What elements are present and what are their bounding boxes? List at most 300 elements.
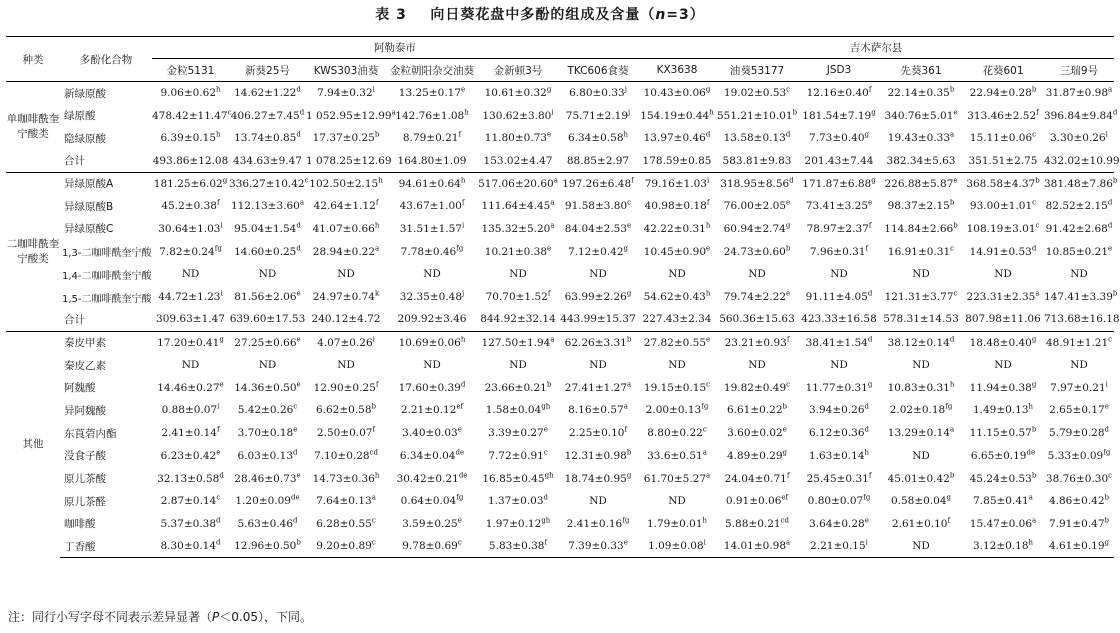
value-cell	[229, 354, 306, 377]
significance-letter: c	[702, 425, 707, 434]
table-row	[6, 467, 1114, 490]
value-cell	[478, 150, 558, 173]
value-cell	[229, 150, 306, 173]
significance-letter: j	[628, 108, 631, 117]
significance-letter: e	[461, 85, 466, 94]
significance-letter: k	[375, 289, 380, 298]
value-cell	[306, 331, 386, 354]
value-cell	[306, 513, 386, 536]
table-row	[6, 445, 1114, 468]
table-row	[6, 195, 1114, 218]
value-text: 3.30±0.26	[1050, 132, 1106, 145]
compound-name: 1,4-二咖啡酰奎宁酸	[62, 270, 152, 282]
significance-letter: fg	[863, 493, 871, 502]
value-cell	[798, 82, 880, 105]
value-text: 112.13±3.60	[230, 200, 300, 213]
value-cell	[152, 240, 229, 263]
header-cultivar: TKC606食葵	[558, 59, 638, 82]
value-cell	[716, 376, 798, 399]
value-cell	[962, 286, 1044, 309]
value-text: 6.39±0.15	[160, 132, 217, 145]
significance-letter: i	[1105, 380, 1108, 389]
significance-letter: f	[868, 85, 872, 94]
value-text: 6.12±0.36	[808, 427, 865, 440]
value-cell	[638, 376, 716, 399]
value-cell	[1044, 195, 1114, 218]
value-text: 12.16±0.40	[806, 87, 869, 100]
value-cell	[1044, 104, 1118, 127]
significance-letter: g	[946, 493, 952, 502]
value-text: 7.96±0.31	[809, 245, 866, 258]
value-cell	[306, 354, 386, 377]
value-text: ND	[509, 268, 527, 281]
value-text: 4.07±0.26	[317, 336, 373, 349]
value-cell	[962, 172, 1044, 195]
significance-letter: i	[1105, 130, 1108, 139]
value-cell	[386, 127, 478, 150]
value-cell	[306, 422, 386, 445]
significance-letter: a	[702, 448, 707, 457]
value-text: 27.82±0.55	[643, 336, 707, 349]
significance-letter: e	[782, 425, 787, 434]
significance-letter: gh	[541, 516, 551, 525]
table-row	[6, 399, 1114, 422]
value-text: 76.00±2.05	[723, 200, 787, 213]
significance-letter: e	[457, 516, 462, 525]
value-text: 44.72±1.23	[158, 291, 221, 304]
caption-text: 向日葵花盘中多酚的组成及含量（	[430, 7, 656, 23]
value-cell	[306, 467, 386, 490]
value-cell	[152, 376, 229, 399]
value-cell	[638, 308, 716, 331]
significance-letter: b	[374, 130, 380, 139]
value-cell	[716, 422, 798, 445]
value-cell	[716, 82, 798, 105]
value-text: 171.87±6.88	[802, 177, 872, 190]
table-row	[6, 286, 1114, 309]
value-text: 2.61±0.10	[891, 517, 948, 530]
value-cell	[152, 490, 229, 513]
significance-letter: d	[216, 538, 221, 547]
significance-letter: a	[391, 108, 396, 117]
significance-letter: fg	[701, 402, 709, 411]
value-cell	[798, 490, 880, 513]
value-text: 30.42±0.21	[396, 472, 459, 485]
value-cell	[386, 445, 478, 468]
value-cell	[638, 240, 716, 263]
value-cell	[962, 331, 1044, 354]
significance-letter: g	[219, 335, 224, 344]
significance-letter: c	[1108, 335, 1113, 344]
value-cell	[229, 218, 306, 241]
significance-letter: d	[543, 493, 549, 502]
significance-letter: c	[786, 85, 791, 94]
compound-name: 异绿原酸A	[64, 178, 114, 191]
value-cell	[558, 422, 638, 445]
value-cell	[229, 422, 306, 445]
value-cell	[152, 195, 229, 218]
value-text: 493.86±12.08	[152, 154, 229, 167]
value-text: 88.85±2.97	[566, 154, 630, 167]
value-text: 81.56±2.06	[234, 291, 297, 304]
value-text: 27.41±1.27	[564, 381, 628, 394]
compound-name: 东莨菪内酯	[64, 427, 117, 440]
value-text: 8.16±0.57	[568, 404, 624, 417]
value-cell	[152, 513, 229, 536]
value-text: 0.80±0.07	[807, 495, 864, 508]
significance-letter: h	[709, 108, 714, 117]
value-cell	[306, 308, 386, 331]
significance-letter: b	[626, 448, 632, 457]
compound-name: 异阿魏酸	[64, 404, 106, 417]
value-cell	[306, 263, 386, 286]
value-cell	[962, 263, 1044, 286]
value-text: 3.70±0.18	[237, 427, 294, 440]
value-cell	[478, 218, 558, 241]
value-cell	[386, 286, 478, 309]
value-cell	[716, 535, 798, 558]
value-cell	[716, 331, 798, 354]
value-text: 432.02±10.99	[1044, 154, 1120, 167]
value-cell	[880, 308, 962, 331]
significance-letter: b	[626, 335, 632, 344]
table-caption	[0, 4, 1080, 24]
significance-letter: b	[1112, 176, 1118, 185]
value-cell	[638, 535, 716, 558]
value-text: 7.73±0.40	[808, 132, 865, 145]
value-text: 181.54±7.19	[802, 109, 872, 122]
significance-letter: b	[1031, 425, 1037, 434]
value-cell	[478, 308, 558, 331]
value-text: 91.58±3.80	[564, 200, 628, 213]
value-text: 8.79±0.21	[402, 132, 459, 145]
significance-letter: e	[706, 335, 711, 344]
value-cell	[962, 535, 1044, 558]
significance-letter: g	[871, 176, 876, 185]
significance-letter: d	[296, 244, 301, 253]
value-text: 844.92±32.14	[480, 313, 556, 326]
value-cell	[152, 263, 229, 286]
significance-letter: h	[623, 130, 629, 139]
value-cell	[478, 513, 558, 536]
value-text: 6.80±0.33	[569, 87, 625, 100]
value-cell	[478, 82, 558, 105]
value-text: 1.58±0.04	[485, 404, 542, 417]
value-text: ND	[748, 268, 766, 281]
compound-name: 合计	[60, 150, 152, 173]
value-text: 4.86±0.42	[1048, 495, 1105, 508]
value-cell	[1044, 127, 1114, 150]
value-cell	[558, 445, 638, 468]
value-text: 7.78±0.46	[400, 245, 457, 258]
compound-name: 1,5-二咖啡酰奎宁酸	[62, 293, 152, 305]
value-text: 10.45±0.90	[643, 245, 707, 258]
value-cell	[962, 490, 1044, 513]
value-cell	[229, 376, 306, 399]
value-cell	[716, 127, 798, 150]
value-cell	[798, 195, 880, 218]
significance-letter: c	[227, 108, 232, 117]
value-text: ND	[589, 268, 607, 281]
value-text: 22.14±0.35	[887, 87, 950, 100]
value-cell	[229, 286, 306, 309]
value-text: 3.39±0.27	[488, 427, 544, 440]
value-text: 82.52±2.15	[1045, 200, 1108, 213]
value-text: 1.97±0.12	[485, 517, 542, 530]
value-cell	[478, 104, 558, 127]
value-cell	[306, 490, 386, 513]
value-text: 98.37±2.15	[887, 200, 950, 213]
value-cell	[229, 445, 306, 468]
significance-letter: i	[220, 289, 223, 298]
value-text: 19.02±0.53	[723, 87, 787, 100]
value-cell	[152, 104, 232, 127]
significance-letter: fg	[622, 516, 630, 525]
value-text: 240.12±4.72	[311, 313, 381, 326]
compound-name: 原儿茶酸	[64, 473, 106, 486]
value-text: 45.24±0.53	[969, 472, 1032, 485]
value-text: ND	[994, 268, 1012, 281]
value-cell	[798, 354, 880, 377]
value-cell	[880, 399, 962, 422]
significance-letter: c	[543, 448, 548, 457]
value-text: 2.41±0.16	[566, 517, 623, 530]
value-cell	[386, 240, 478, 263]
significance-letter: d	[219, 471, 224, 480]
value-cell	[478, 240, 558, 263]
value-text: 351.51±2.75	[968, 154, 1038, 167]
significance-letter: a	[1032, 516, 1037, 525]
value-text: 24.73±0.60	[723, 245, 786, 258]
value-text: 24.04±0.71	[724, 472, 787, 485]
value-cell	[229, 535, 306, 558]
header-cultivar: 油葵53177	[716, 59, 798, 82]
value-cell	[962, 240, 1044, 263]
significance-letter: f	[868, 221, 872, 230]
value-cell	[152, 331, 229, 354]
value-text: ND	[1070, 268, 1088, 281]
value-text: 201.43±7.44	[804, 154, 874, 167]
significance-letter: a	[627, 380, 632, 389]
value-text: 38.12±0.14	[887, 336, 950, 349]
value-text: 1.37±0.03	[487, 495, 544, 508]
value-text: ND	[830, 268, 848, 281]
significance-letter: e	[543, 425, 548, 434]
value-cell	[478, 376, 558, 399]
significance-letter: h	[1028, 538, 1034, 547]
value-cell	[386, 399, 478, 422]
value-text: 19.15±0.15	[643, 381, 707, 394]
significance-letter: c	[953, 289, 958, 298]
significance-letter: e	[216, 448, 221, 457]
value-text: 1 078.25±12.69	[306, 154, 392, 167]
value-text: ND	[509, 359, 527, 372]
significance-letter: d	[296, 85, 301, 94]
significance-letter: ef	[456, 402, 464, 411]
compound-name: 阿魏酸	[64, 382, 96, 395]
value-cell	[638, 513, 716, 536]
value-text: 111.64±4.45	[481, 200, 551, 213]
value-cell	[962, 513, 1044, 536]
header-category: 种类	[6, 37, 60, 82]
significance-letter: b	[296, 538, 301, 547]
significance-letter: f	[786, 471, 790, 480]
significance-letter: e	[1104, 402, 1109, 411]
value-cell	[880, 286, 962, 309]
value-cell	[558, 195, 638, 218]
significance-letter: de	[290, 493, 300, 502]
significance-letter: g	[867, 380, 873, 389]
significance-letter: f	[631, 176, 634, 185]
header-compound: 多酚化合物	[60, 37, 152, 82]
value-cell	[962, 195, 1044, 218]
compound-name: 1,3-二咖啡酰奎宁酸	[62, 248, 152, 260]
significance-letter: c	[293, 402, 298, 411]
value-cell	[880, 467, 962, 490]
value-cell	[716, 104, 798, 127]
significance-letter: g	[1031, 380, 1037, 389]
significance-letter: h	[1028, 402, 1034, 411]
value-cell	[798, 467, 880, 490]
significance-letter: c	[1032, 130, 1037, 139]
value-text: 33.6±0.51	[647, 449, 703, 462]
value-cell	[306, 150, 392, 173]
value-cell	[386, 422, 478, 445]
value-cell	[1044, 308, 1120, 331]
header-cultivar: 金新顿3号	[478, 59, 558, 82]
value-text: 6.23±0.42	[160, 449, 217, 462]
value-text: 807.98±11.06	[965, 313, 1041, 326]
significance-letter: d	[293, 448, 298, 457]
value-text: 13.29±0.14	[887, 427, 951, 440]
note-p: P	[212, 610, 220, 624]
value-text: ND	[912, 359, 930, 372]
value-text: 25.45±0.31	[806, 472, 869, 485]
value-text: 6.03±0.13	[237, 449, 294, 462]
value-text: ND	[830, 359, 848, 372]
value-cell	[716, 445, 798, 468]
significance-letter: c	[627, 198, 632, 207]
value-cell	[1044, 82, 1114, 105]
value-cell	[880, 513, 962, 536]
significance-letter: d	[789, 176, 794, 185]
significance-letter: c	[1032, 198, 1037, 207]
value-text: 7.82±0.24	[159, 245, 215, 258]
significance-letter: b	[1112, 289, 1118, 298]
value-text: 14.36±0.50	[234, 381, 297, 394]
significance-letter: a	[553, 176, 558, 185]
value-cell	[152, 399, 229, 422]
significance-letter: h	[216, 85, 221, 94]
value-text: 578.31±14.53	[883, 313, 959, 326]
value-cell	[638, 354, 716, 377]
value-cell	[880, 240, 962, 263]
significance-letter: d	[216, 516, 221, 525]
value-cell	[558, 172, 638, 195]
value-text: 340.76±5.01	[884, 109, 954, 122]
value-cell	[306, 376, 386, 399]
value-text: 41.07±0.66	[312, 222, 375, 235]
value-cell	[880, 82, 962, 105]
value-text: ND	[994, 359, 1012, 372]
value-text: 396.84±9.84	[1044, 109, 1113, 122]
significance-letter: c	[786, 380, 791, 389]
value-text: 17.37±0.25	[312, 132, 375, 145]
value-text: 8.80±0.22	[647, 427, 703, 440]
value-cell	[386, 376, 478, 399]
significance-letter: f	[624, 425, 628, 434]
significance-letter: c	[371, 538, 376, 547]
value-text: 14.91±0.53	[969, 245, 1032, 258]
significance-letter: d	[1107, 198, 1113, 207]
value-cell	[962, 422, 1044, 445]
value-cell	[1044, 399, 1114, 422]
value-cell	[1044, 218, 1114, 241]
value-text: 4.61±0.19	[1048, 540, 1105, 553]
value-cell	[558, 354, 638, 377]
significance-letter: g	[785, 221, 791, 230]
compound-name: 没食子酸	[64, 450, 106, 463]
value-text: 31.87±0.98	[1045, 87, 1109, 100]
value-cell	[716, 354, 798, 377]
value-text: 3.40±0.03	[402, 427, 458, 440]
value-text: 382.34±5.63	[886, 154, 956, 167]
value-cell	[798, 535, 880, 558]
value-cell	[716, 195, 798, 218]
header-cultivar: 金粒朝阳杂交油葵	[386, 59, 478, 82]
value-cell	[1044, 150, 1120, 173]
value-cell	[386, 82, 478, 105]
value-text: ND	[912, 268, 930, 281]
value-cell	[478, 263, 558, 286]
value-text: 2.41±0.14	[161, 427, 217, 440]
compound-name: 绿原酸	[64, 110, 96, 123]
value-text: 7.39±0.33	[568, 540, 624, 553]
significance-letter: fg	[1103, 448, 1111, 457]
table-row	[6, 308, 1114, 331]
value-text: 13.25±0.17	[398, 87, 462, 100]
value-cell	[229, 331, 306, 354]
significance-letter: i	[707, 176, 710, 185]
header-cultivar: KX3638	[638, 59, 716, 82]
value-text: 0.64±0.04	[400, 495, 457, 508]
significance-letter: b	[782, 402, 788, 411]
header-row-cultivars	[6, 59, 1114, 82]
value-text: 551.21±10.01	[716, 109, 793, 122]
header-cultivar: 新葵25号	[229, 59, 306, 82]
value-cell	[638, 127, 716, 150]
value-cell	[386, 535, 478, 558]
value-cell	[558, 104, 638, 127]
compound-name: 秦皮甲素	[64, 337, 106, 350]
significance-letter: a	[550, 198, 555, 207]
value-text: 423.33±16.58	[801, 313, 877, 326]
significance-letter: h	[705, 221, 711, 230]
value-cell	[880, 535, 962, 558]
note-suffix: ＜0.05），下同。	[219, 610, 312, 624]
value-cell	[152, 82, 229, 105]
value-cell	[306, 286, 386, 309]
significance-letter: c	[304, 176, 309, 185]
value-text: ND	[423, 359, 441, 372]
value-text: 226.88±5.87	[884, 177, 954, 190]
value-cell	[478, 490, 558, 513]
value-text: 7.91±0.47	[1048, 517, 1105, 530]
significance-letter: e	[706, 244, 711, 253]
value-cell	[880, 331, 962, 354]
value-cell	[229, 240, 306, 263]
value-text: 154.19±0.44	[640, 109, 710, 122]
